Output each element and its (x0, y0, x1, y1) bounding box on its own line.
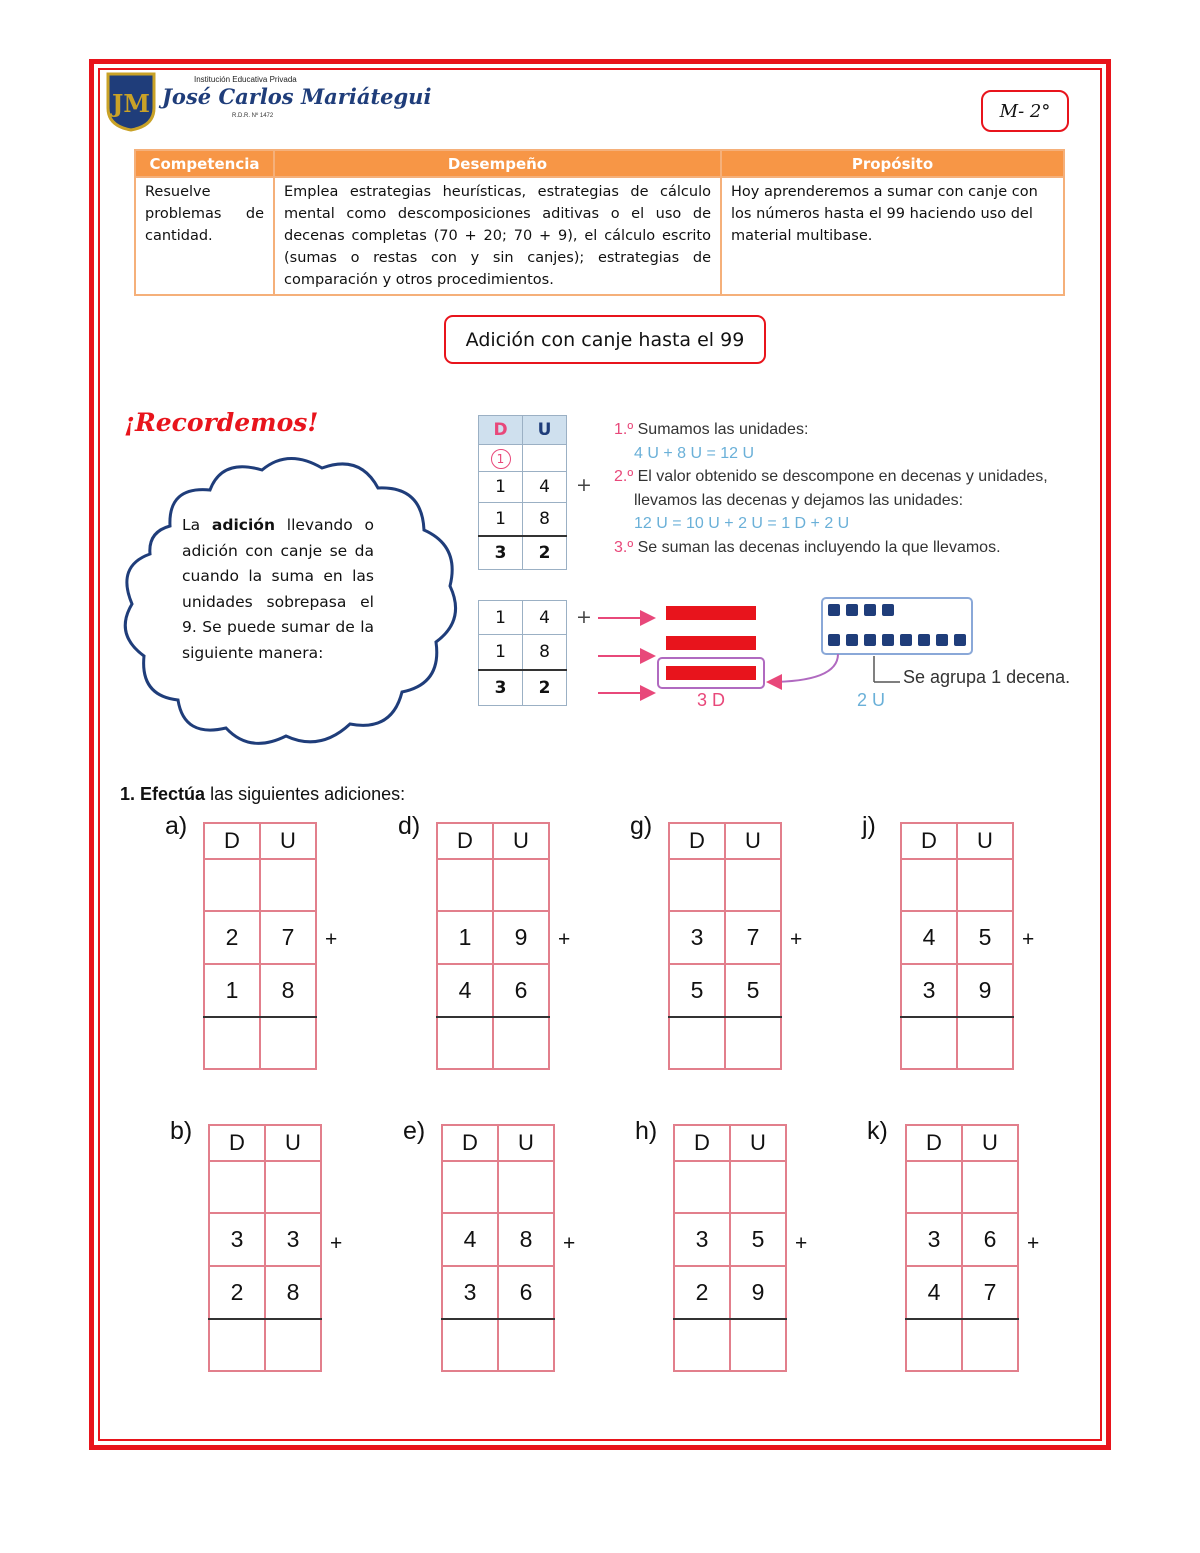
example-cell: 8 (523, 635, 567, 671)
grid-header-cell: U (265, 1125, 321, 1161)
carry-answer-cell[interactable] (442, 1161, 498, 1213)
group-arrow (768, 654, 838, 682)
cloud-text-pre: La (182, 516, 212, 534)
carry-answer-cell[interactable] (493, 859, 549, 911)
unit-cube (846, 634, 858, 646)
carry-answer-cell[interactable] (437, 859, 493, 911)
step3-num: 3.º (614, 538, 634, 556)
result-answer-cell[interactable] (730, 1319, 786, 1371)
result-answer-cell[interactable] (957, 1017, 1013, 1069)
example-cell: 1 (479, 503, 523, 537)
unit-cube (900, 634, 912, 646)
heading-rest: las siguientes adiciones: (205, 784, 406, 804)
example-cell: 4 (523, 472, 567, 503)
header-proposito: Propósito (721, 150, 1064, 177)
example-plus-top: + (576, 474, 592, 496)
cell-competencia: Resuelve problemas de cantidad. (135, 177, 274, 295)
unit-cube (828, 634, 840, 646)
cloud-text-bold: adición (211, 516, 275, 534)
carry-answer-cell[interactable] (260, 859, 316, 911)
cell-desempeno: Emplea estrategias heurísticas, estrategias de cálculo mental como descomposiciones aditivas o el uso de decenas completas (70 + 20; 70 + 9), el cálculo escrito (sumas o restas con y sin canjes); estrategias de comparación y otros procedimientos. (274, 177, 721, 295)
lesson-title: Adición con canje hasta el 99 (444, 315, 766, 364)
carry-answer-cell[interactable] (957, 859, 1013, 911)
grid-header-cell: U (962, 1125, 1018, 1161)
grid-header-cell: D (669, 823, 725, 859)
exercise-label: a) (165, 812, 188, 840)
carry-answer-cell[interactable] (906, 1161, 962, 1213)
result-answer-cell[interactable] (906, 1319, 962, 1371)
grid-header-cell: U (957, 823, 1013, 859)
exercise-grid (905, 1124, 1019, 1372)
grid-header-cell: D (437, 823, 493, 859)
recordemos-heading: ¡Recordemos! (124, 408, 319, 437)
exercise-label: g) (630, 812, 653, 840)
label-group: Se agrupa 1 decena. (903, 667, 1071, 687)
step1-text: Sumamos las unidades: (633, 421, 809, 438)
plus-sign: + (795, 1232, 808, 1255)
carry-answer-cell[interactable] (209, 1161, 265, 1213)
result-answer-cell[interactable] (204, 1017, 260, 1069)
exercise-grid (900, 822, 1014, 1070)
carry-answer-cell[interactable] (901, 859, 957, 911)
result-answer-cell[interactable] (265, 1319, 321, 1371)
grid-digit-cell: 4 (442, 1213, 498, 1266)
grid-header-cell: U (730, 1125, 786, 1161)
unit-cube (954, 634, 966, 646)
unit-cube (828, 604, 840, 616)
example-cell: 2 (523, 670, 567, 706)
ten-rod (666, 606, 756, 620)
base-ten-diagram (596, 590, 1076, 720)
carry-answer-cell[interactable] (730, 1161, 786, 1213)
result-answer-cell[interactable] (437, 1017, 493, 1069)
unit-cube (864, 634, 876, 646)
logo-small-text: Institución Educativa Privada (194, 75, 297, 84)
grid-digit-cell: 3 (265, 1213, 321, 1266)
label-2u: 2 U (857, 690, 886, 710)
grid-header-cell: D (209, 1125, 265, 1161)
grid-digit-cell: 7 (962, 1266, 1018, 1319)
example-cell: 4 (523, 601, 567, 635)
result-answer-cell[interactable] (442, 1319, 498, 1371)
header-desempeno: Desempeño (274, 150, 721, 177)
grid-digit-cell: 9 (493, 911, 549, 964)
step2-text2: llevamos las decenas y dejamos las unidades: (634, 491, 964, 509)
grid-digit-cell: 5 (957, 911, 1013, 964)
cloud-text (182, 513, 374, 666)
carry-answer-cell[interactable] (265, 1161, 321, 1213)
example-table-bottom (478, 600, 567, 706)
step1-num: 1.º (614, 421, 634, 438)
grid-digit-cell: 2 (204, 911, 260, 964)
unit-cube (882, 604, 894, 616)
grid-digit-cell: 6 (962, 1213, 1018, 1266)
grid-header-cell: U (493, 823, 549, 859)
exercise-grid (668, 822, 782, 1070)
unit-cube (936, 634, 948, 646)
example-cell: 3 (479, 670, 523, 706)
grid-digit-cell: 5 (669, 964, 725, 1017)
step2-formula: 12 U = 10 U + 2 U = 1 D + 2 U (634, 515, 850, 532)
heading-bold: Efectúa (140, 784, 206, 804)
carry-answer-cell[interactable] (725, 859, 781, 911)
result-answer-cell[interactable] (498, 1319, 554, 1371)
grid-digit-cell: 8 (265, 1266, 321, 1319)
example-table-top (478, 415, 567, 570)
grid-header-cell: D (906, 1125, 962, 1161)
result-answer-cell[interactable] (669, 1017, 725, 1069)
example-cell: 8 (523, 503, 567, 537)
grid-digit-cell: 8 (260, 964, 316, 1017)
grid-header-cell: U (725, 823, 781, 859)
exercise-label: b) (170, 1117, 193, 1145)
grid-digit-cell: 9 (957, 964, 1013, 1017)
example-cell: 2 (523, 536, 567, 570)
grid-digit-cell: 3 (674, 1213, 730, 1266)
grid-digit-cell: 2 (674, 1266, 730, 1319)
cloud-text-post: llevando o adición con canje se da cuando la suma en las unidades sobrepasa el 9. Se puede sumar de la siguiente manera: (182, 516, 374, 662)
grid-digit-cell: 5 (730, 1213, 786, 1266)
plus-sign: + (1027, 1232, 1040, 1255)
plus-sign: + (790, 928, 803, 951)
grid-header-cell: U (498, 1125, 554, 1161)
plus-sign: + (563, 1232, 576, 1255)
grid-digit-cell: 7 (725, 911, 781, 964)
unit-cube (918, 634, 930, 646)
grid-digit-cell: 3 (669, 911, 725, 964)
example-cell: 1 (479, 635, 523, 671)
exercise-grid (673, 1124, 787, 1372)
grid-digit-cell: 2 (209, 1266, 265, 1319)
result-answer-cell[interactable] (260, 1017, 316, 1069)
grid-digit-cell: 1 (204, 964, 260, 1017)
plus-sign: + (1022, 928, 1035, 951)
result-answer-cell[interactable] (493, 1017, 549, 1069)
carry-answer-cell[interactable] (674, 1161, 730, 1213)
grid-digit-cell: 6 (498, 1266, 554, 1319)
carry-answer-cell[interactable] (204, 859, 260, 911)
exercise-label: e) (403, 1117, 426, 1145)
ten-rod (666, 636, 756, 650)
exercise-label: d) (398, 812, 421, 840)
step2-num: 2.º (614, 468, 634, 485)
step2-text: El valor obtenido se descompone en decenas y unidades, (633, 468, 1048, 485)
svg-text:JM: JM (112, 89, 150, 118)
result-answer-cell[interactable] (209, 1319, 265, 1371)
grid-digit-cell: 4 (901, 911, 957, 964)
carry-circle: 1 (491, 449, 511, 469)
competence-table (134, 149, 1065, 296)
school-logo (104, 68, 432, 132)
grid-digit-cell: 3 (442, 1266, 498, 1319)
grid-digit-cell: 6 (493, 964, 549, 1017)
units-box (822, 598, 972, 654)
step3-text: Se suman las decenas incluyendo la que llevamos. (633, 538, 1001, 556)
grid-digit-cell: 3 (901, 964, 957, 1017)
plus-sign: + (330, 1232, 343, 1255)
ten-rod (666, 666, 756, 680)
result-answer-cell[interactable] (674, 1319, 730, 1371)
result-answer-cell[interactable] (962, 1319, 1018, 1371)
plus-sign: + (558, 928, 571, 951)
grid-digit-cell: 7 (260, 911, 316, 964)
exercise-heading (120, 784, 405, 805)
example-cell: 1 (479, 601, 523, 635)
grid-digit-cell: 1 (437, 911, 493, 964)
label-3d: 3 D (697, 690, 726, 710)
grid-header-cell: D (204, 823, 260, 859)
grid-digit-cell: 3 (209, 1213, 265, 1266)
exercise-grid (436, 822, 550, 1070)
steps-list (614, 418, 1048, 559)
logo-reg: R.D.R. Nº 1472 (232, 113, 274, 119)
carry-answer-cell[interactable] (962, 1161, 1018, 1213)
exercise-grid (208, 1124, 322, 1372)
heading-num: 1. (120, 784, 136, 804)
grid-digit-cell: 8 (498, 1213, 554, 1266)
step1-formula: 4 U + 8 U = 12 U (634, 444, 755, 462)
grid-header-cell: D (674, 1125, 730, 1161)
result-answer-cell[interactable] (725, 1017, 781, 1069)
example-cell: 1 (479, 472, 523, 503)
example-head-u: U (523, 416, 567, 445)
exercise-label: h) (635, 1117, 658, 1145)
grid-header-cell: D (442, 1125, 498, 1161)
exercise-grid (441, 1124, 555, 1372)
unit-cube (864, 604, 876, 616)
cell-proposito: Hoy aprenderemos a sumar con canje con los números hasta el 99 haciendo uso del material multibase. (721, 177, 1064, 295)
carry-answer-cell[interactable] (669, 859, 725, 911)
exercise-label: k) (867, 1117, 888, 1145)
carry-answer-cell[interactable] (498, 1161, 554, 1213)
unit-cube (882, 634, 894, 646)
example-cell: 3 (479, 536, 523, 570)
unit-cube (846, 604, 858, 616)
grid-digit-cell: 4 (437, 964, 493, 1017)
grid-header-cell: U (260, 823, 316, 859)
grid-digit-cell: 3 (906, 1213, 962, 1266)
result-answer-cell[interactable] (901, 1017, 957, 1069)
grid-digit-cell: 5 (725, 964, 781, 1017)
grid-header-cell: D (901, 823, 957, 859)
grade-badge: M- 2° (981, 90, 1069, 132)
logo-school-name: José Carlos Mariátegui (162, 84, 432, 109)
plus-sign: + (325, 928, 338, 951)
grid-digit-cell: 9 (730, 1266, 786, 1319)
exercise-grid (203, 822, 317, 1070)
grid-digit-cell: 4 (906, 1266, 962, 1319)
header-competencia: Competencia (135, 150, 274, 177)
example-head-d: D (479, 416, 523, 445)
exercise-label: j) (862, 812, 876, 840)
example-plus-bottom: + (576, 606, 592, 628)
